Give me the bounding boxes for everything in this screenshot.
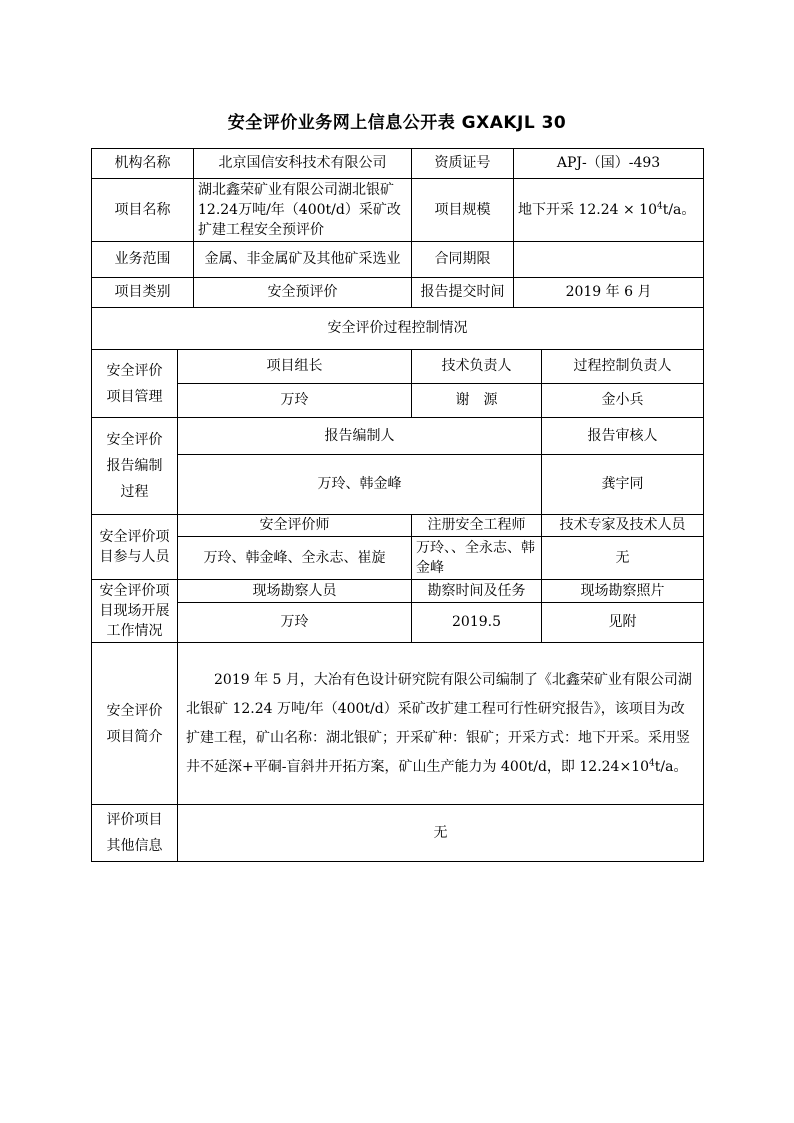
intro-text (178, 643, 704, 805)
part-header-expert: 技术专家及技术人员 (542, 515, 704, 537)
value-project-type: 安全预评价 (194, 278, 412, 308)
value-business-scope: 金属、非金属矿及其他矿采选业 (194, 242, 412, 278)
value-project-name: 湖北鑫荣矿业有限公司湖北银矿12.24万吨/年（400t/d）采矿改扩建工程安全预评价 (194, 179, 412, 242)
project-scale-unit: t/a。 (662, 202, 696, 218)
part-value-evaluator: 万玲、韩金峰、全永志、崔旋 (178, 537, 412, 580)
field-header-time: 勘察时间及任务 (412, 580, 542, 603)
report-header-reviewer: 报告审核人 (542, 418, 704, 455)
field-value-staff: 万玲 (178, 603, 412, 643)
field-value-time: 2019.5 (412, 603, 542, 643)
label-participants: 安全评价项目参与人员 (92, 515, 178, 580)
page-title: 安全评价业务网上信息公开表 GXAKJL 30 (227, 113, 567, 133)
label-org-name: 机构名称 (92, 149, 194, 179)
intro-sup: 4 (649, 757, 655, 768)
part-value-expert: 无 (542, 537, 704, 580)
value-contract-period (514, 242, 704, 278)
value-org-name: 北京国信安科技术有限公司 (194, 149, 412, 179)
mgmt-header-leader: 项目组长 (178, 350, 412, 384)
mgmt-header-control: 过程控制负责人 (542, 350, 704, 384)
label-project-type: 项目类别 (92, 278, 194, 308)
label-field-work: 安全评价项目现场开展工作情况 (92, 580, 178, 643)
label-intro: 安全评价项目简介 (92, 643, 178, 805)
label-report-process: 安全评价报告编制过程 (92, 418, 178, 515)
report-value-reviewer: 龚宇同 (542, 455, 704, 515)
label-contract-period: 合同期限 (412, 242, 514, 278)
part-value-engineer: 万玲、、全永志、韩金峰 (412, 537, 542, 580)
label-report-time: 报告提交时间 (412, 278, 514, 308)
section-process-control: 安全评价过程控制情况 (92, 308, 704, 350)
value-report-time: 2019 年 6 月 (514, 278, 704, 308)
mgmt-header-tech: 技术负责人 (412, 350, 542, 384)
part-header-engineer: 注册安全工程师 (412, 515, 542, 537)
intro-unit: t/a。 (654, 758, 688, 775)
label-other: 评价项目其他信息 (92, 805, 178, 862)
label-project-name: 项目名称 (92, 179, 194, 242)
label-business-scope: 业务范围 (92, 242, 194, 278)
value-cert-no: APJ-（国）-493 (514, 149, 704, 179)
label-cert-no: 资质证号 (412, 149, 514, 179)
report-value-author: 万玲、韩金峰 (178, 455, 542, 515)
field-value-photos: 见附 (542, 603, 704, 643)
project-scale-text: 地下开采 12.24 × 10 (518, 202, 657, 218)
field-header-photos: 现场勘察照片 (542, 580, 704, 603)
label-project-scale: 项目规模 (412, 179, 514, 242)
mgmt-value-tech: 谢 源 (412, 384, 542, 418)
mgmt-value-control: 金小兵 (542, 384, 704, 418)
value-project-scale (514, 179, 704, 242)
value-other: 无 (178, 805, 704, 862)
intro-body: 2019 年 5 月，大冶有色设计研究院有限公司编制了《北鑫荣矿业有限公司湖北银矿 12.24 万吨/年（400t/d）采矿改扩建工程可行性研究报告》，该项目为改扩建工程，矿山名称：湖北银矿；开采矿种：银矿；开采方式：地下开采。采用竖井不延深+平硐-盲斜井开拓方案，矿山生产能力为 400t/d，即 12.24×10 (186, 671, 692, 775)
project-scale-sup: 4 (656, 201, 663, 212)
mgmt-value-leader: 万玲 (178, 384, 412, 418)
report-header-author: 报告编制人 (178, 418, 542, 455)
label-project-mgmt: 安全评价项目管理 (92, 350, 178, 418)
field-header-staff: 现场勘察人员 (178, 580, 412, 603)
part-header-evaluator: 安全评价师 (178, 515, 412, 537)
info-table (91, 148, 704, 862)
